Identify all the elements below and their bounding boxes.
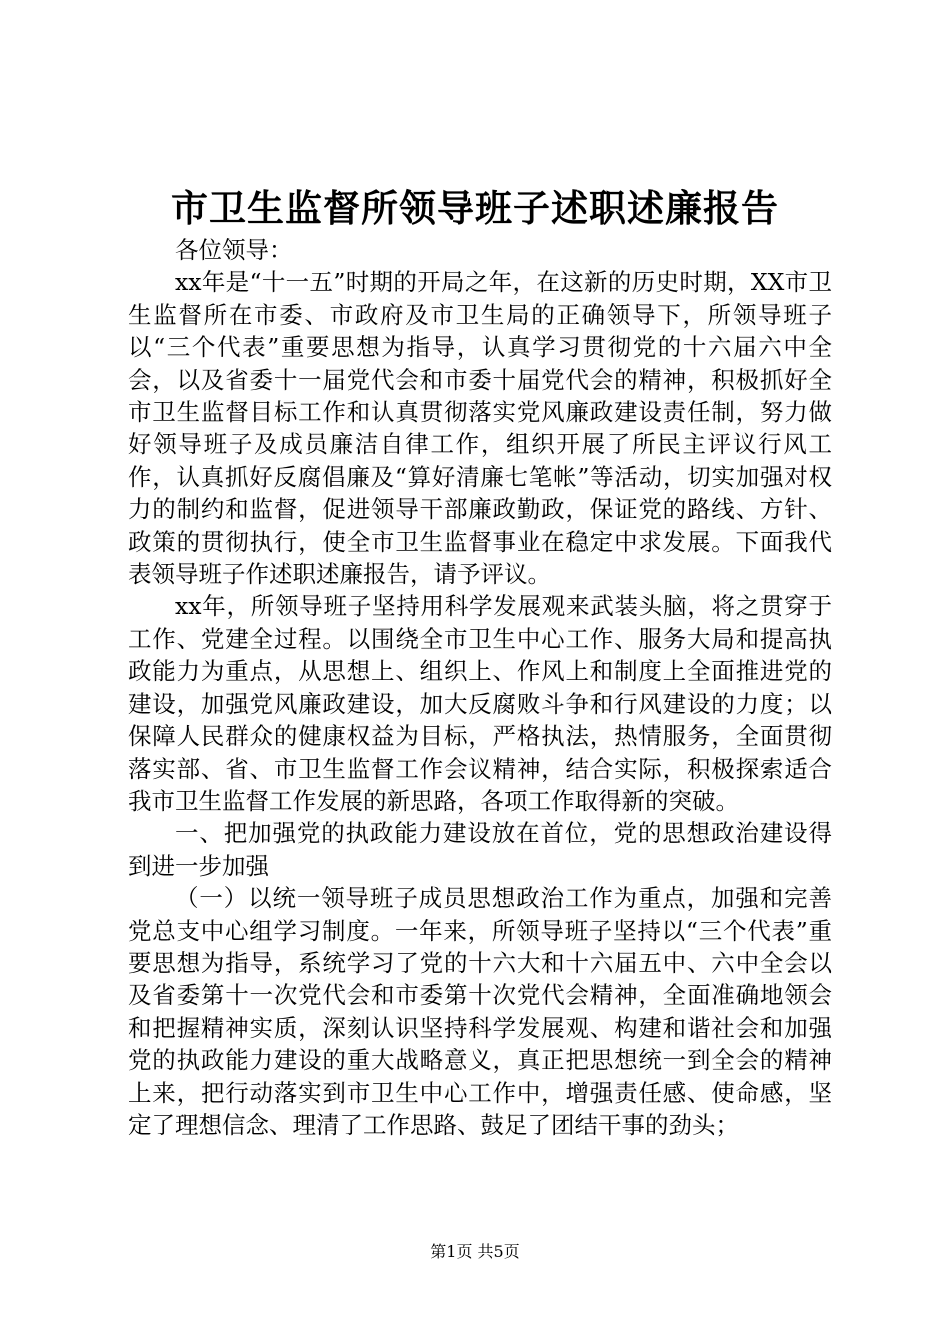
paragraph: （一）以统一领导班子成员思想政治工作为重点，加强和完善党总支中心组学习制度。一年来，所领导班子坚持以“三个代表”重要思想为指导，系统学习了党的十六大和十六届五中、六中全会以及省委第十一次党代会和市委第十次党代会精神，全面准确地领会和把握精神实质，深刻认识坚持科学发展观、构建和谐社会和加强党的执政能力建设的重大战略意义，真正把思想统一到全会的精神上来，把行动落实到市卫生中心工作中，增强责任感、使命感，坚定了理想信念、理清了工作思路、鼓足了团结干事的劲头； [128,884,832,1139]
paragraph: xx年，所领导班子坚持用科学发展观来武装头脑，将之贯穿于工作、党建全过程。以围绕全市卫生中心工作、服务大局和提高执政能力为重点，从思想上、组织上、作风上和制度上全面推进党的建设，加强党风廉政建设，加大反腐败斗争和行风建设的力度；以保障人民群众的健康权益为目标，严格执法，热情服务，全面贯彻落实部、省、市卫生监督工作会议精神，结合实际，积极探索适合我市卫生监督工作发展的新思路，各项工作取得新的突破。 [128,592,832,815]
document-title: 市卫生监督所领导班子述职述廉报告 [171,186,779,230]
section-heading: 一、把加强党的执政能力建设放在首位，党的思想政治建设得到进一步加强 [128,819,832,880]
document-body [128,234,832,1141]
salutation: 各位领导： [175,236,293,264]
paragraph: xx年是“十一五”时期的开局之年，在这新的历史时期，XX市卫生监督所在市委、市政府及市卫生局的正确领导下，所领导班子以“三个代表”重要思想为指导，认真学习贯彻党的十六届六中全会，以及省委十一届党代会和市委十届党代会的精神，积极抓好全市卫生监督目标工作和认真贯彻落实党风廉政建设责任制，努力做好领导班子及成员廉洁自律工作，组织开展了所民主评议行风工作，认真抓好反腐倡廉及“算好清廉七笔帐”等活动，切实加强对权力的制约和监督，促进领导干部廉政勤政，保证党的路线、方针、政策的贯彻执行，使全市卫生监督事业在稳定中求发展。下面我代表领导班子作述职述廉报告，请予评议。 [128,268,832,589]
page-number-footer: 第1页 共5页 [430,1242,520,1261]
